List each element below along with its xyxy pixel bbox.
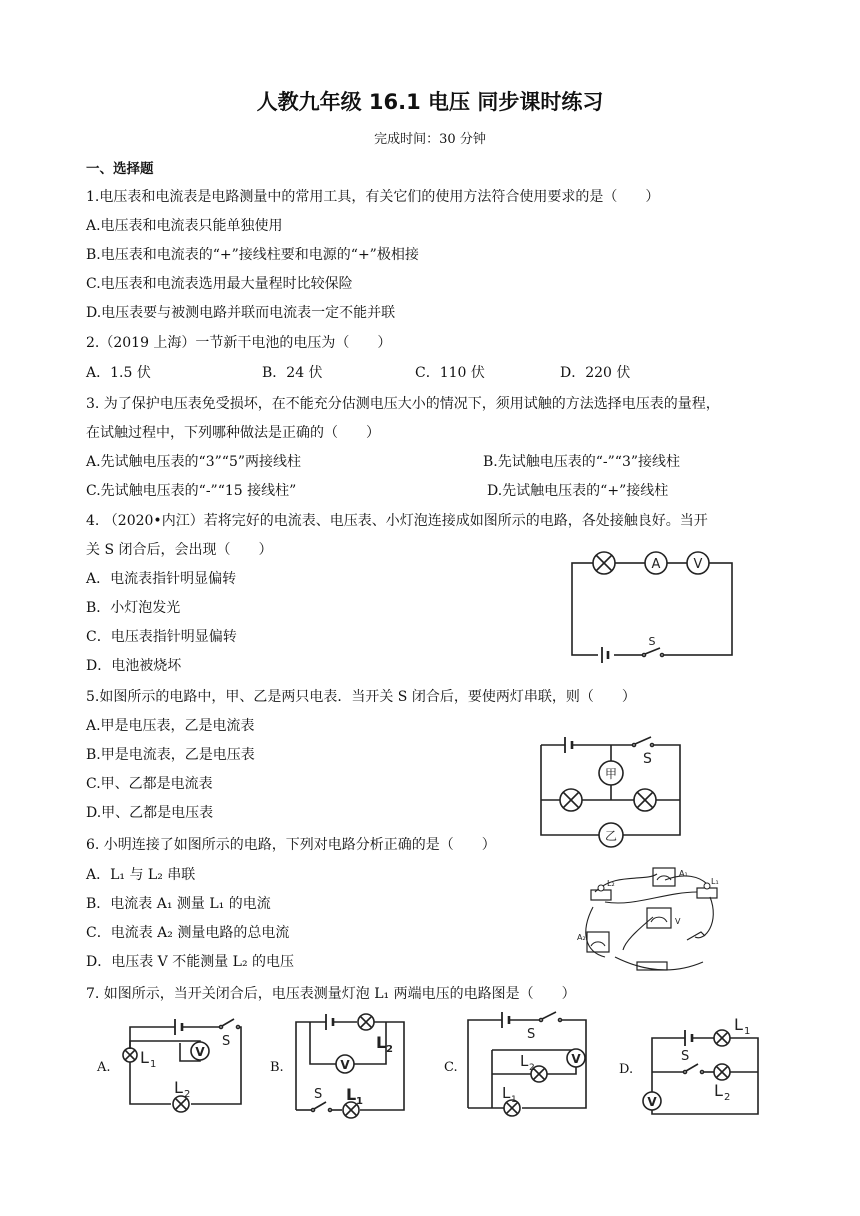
q3-stem-line2: 在试触过程中，下列哪种做法是正确的（ ）: [86, 425, 380, 441]
svg-text:乙: 乙: [604, 829, 618, 843]
ammeter-a2-icon: [577, 932, 609, 952]
q7-stem: 7. 如图所示，当开关闭合后，电压表测量灯泡 L₁ 两端电压的电路图是（ ）: [86, 986, 576, 1002]
q7-label-c: C.: [444, 1060, 458, 1075]
lamp-l2-icon: [591, 879, 615, 900]
q2-option-c: C．110 伏: [415, 365, 485, 381]
q3-option-d: D.先试触电压表的“+”接线柱: [487, 483, 669, 499]
q4-option-d: D．电池被烧坏: [86, 658, 182, 674]
q6-option-a: A．L₁ 与 L₂ 串联: [86, 867, 196, 883]
q3-option-a: A.先试触电压表的“3”“5”两接线柱: [86, 454, 302, 470]
q7-label-a: A.: [97, 1060, 111, 1075]
svg-text:L: L: [714, 1081, 723, 1100]
svg-text:L: L: [376, 1033, 387, 1052]
svg-text:S: S: [222, 1034, 231, 1049]
meter-yi-icon: [599, 823, 623, 847]
svg-text:V: V: [340, 1058, 350, 1072]
battery-icon: [598, 645, 614, 665]
q1-option-a: A.电压表和电流表只能单独使用: [86, 218, 283, 234]
q4-circuit-diagram: [560, 545, 740, 665]
svg-text:S: S: [643, 751, 652, 767]
svg-text:S: S: [527, 1027, 536, 1042]
meter-jia-icon: [599, 761, 623, 785]
svg-text:V: V: [647, 1095, 657, 1109]
svg-text:V: V: [693, 557, 703, 572]
svg-text:1: 1: [744, 1026, 751, 1037]
svg-text:1: 1: [356, 1096, 363, 1107]
q1-stem: 1.电压表和电流表是电路测量中的常用工具，有关它们的使用方法符合使用要求的是（ ）: [86, 189, 660, 205]
lamp-icon: [593, 552, 615, 574]
lamp-icon: [560, 789, 582, 811]
q5-option-b: B.甲是电流表，乙是电压表: [86, 747, 255, 763]
q6-option-c: C．电流表 A₂ 测量电路的总电流: [86, 925, 290, 941]
q7-label-d: D.: [619, 1062, 634, 1077]
svg-text:L: L: [174, 1078, 183, 1097]
svg-text:2: 2: [386, 1044, 393, 1055]
q2-option-a: A．1.5 伏: [86, 365, 151, 381]
q4-option-c: C．电压表指针明显偏转: [86, 629, 237, 645]
svg-text:2: 2: [724, 1092, 731, 1103]
q5-option-d: D.甲、乙都是电压表: [86, 805, 214, 821]
svg-text:V: V: [195, 1045, 205, 1059]
completion-time: 完成时间：30 分钟: [374, 132, 486, 147]
svg-text:A₂: A₂: [577, 933, 586, 942]
svg-text:L: L: [346, 1085, 357, 1104]
q2-stem: 2.（2019 上海）一节新干电池的电压为（ ）: [86, 335, 392, 351]
svg-text:S: S: [314, 1087, 323, 1102]
q7-circuit-d: [640, 1014, 770, 1122]
q6-option-d: D．电压表 V 不能测量 L₂ 的电压: [86, 954, 295, 970]
svg-text:S: S: [648, 635, 656, 648]
svg-text:1: 1: [511, 1095, 517, 1105]
svg-text:L: L: [734, 1015, 743, 1034]
q6-stem: 6. 小明连接了如图所示的电路，下列对电路分析正确的是（ ）: [86, 837, 496, 853]
svg-text:1: 1: [150, 1059, 157, 1070]
q5-option-c: C.甲、乙都是电流表: [86, 776, 213, 792]
q7-circuit-a: [120, 1015, 245, 1115]
q7-circuit-b: [290, 1012, 415, 1117]
q5-circuit-diagram: [535, 735, 685, 845]
q3-stem-line1: 3. 为了保护电压表免受损坏，在不能充分估测电压大小的情况下，须用试触的方法选择电压表的量程，: [86, 396, 720, 412]
svg-text:L: L: [140, 1048, 149, 1067]
q3-option-c: C.先试触电压表的“-”“15 接线柱”: [86, 483, 297, 499]
svg-text:S: S: [681, 1049, 690, 1064]
switch-icon: [687, 932, 705, 940]
q5-stem: 5.如图所示的电路中，甲、乙是两只电表．当开关 S 闭合后，要使两灯串联，则（ ）: [86, 689, 636, 705]
lamp-l1-icon: [697, 877, 719, 898]
page-title: 人教九年级 16.1 电压 同步课时练习: [256, 90, 604, 114]
svg-text:A: A: [651, 557, 661, 572]
svg-text:L: L: [502, 1084, 511, 1102]
voltmeter-icon: [687, 552, 709, 574]
svg-text:L₁: L₁: [711, 877, 719, 886]
q5-option-a: A.甲是电压表，乙是电流表: [86, 718, 255, 734]
svg-text:A₁: A₁: [679, 869, 688, 878]
svg-text:甲: 甲: [604, 767, 618, 781]
q4-stem-line1: 4. （2020•内江）若将完好的电流表、电压表、小灯泡连接成如图所示的电路，各处接触良好。当开: [86, 513, 708, 529]
q3-option-b: B.先试触电压表的“-”“3”接线柱: [483, 454, 681, 470]
svg-text:V: V: [571, 1052, 581, 1066]
q1-option-d: D.电压表要与被测电路并联而电流表一定不能并联: [86, 305, 396, 321]
svg-text:2: 2: [529, 1063, 535, 1073]
q4-option-b: B．小灯泡发光: [86, 600, 181, 616]
svg-text:2: 2: [184, 1089, 191, 1100]
q1-option-c: C.电压表和电流表选用最大量程时比较保险: [86, 276, 353, 292]
q6-option-b: B．电流表 A₁ 测量 L₁ 的电流: [86, 896, 271, 912]
q7-circuit-c: [462, 1010, 592, 1120]
section-heading: 一、选择题: [86, 161, 154, 177]
q7-label-b: B.: [270, 1060, 284, 1075]
q2-option-d: D．220 伏: [560, 365, 631, 381]
svg-text:L₂: L₂: [607, 879, 615, 888]
svg-text:L: L: [520, 1052, 529, 1070]
lamp-icon: [634, 789, 656, 811]
svg-text:V: V: [675, 917, 681, 926]
ammeter-icon: [645, 552, 667, 574]
q4-option-a: A．电流表指针明显偏转: [86, 571, 237, 587]
q4-stem-line2: 关 S 闭合后，会出现（ ）: [86, 542, 273, 558]
q1-option-b: B.电压表和电流表的“+”接线柱要和电源的“+”极相接: [86, 247, 419, 263]
q6-physical-circuit: [575, 862, 725, 980]
ammeter-a1-icon: [653, 868, 688, 886]
q2-option-b: B．24 伏: [262, 365, 323, 381]
switch-icon: [642, 635, 664, 661]
